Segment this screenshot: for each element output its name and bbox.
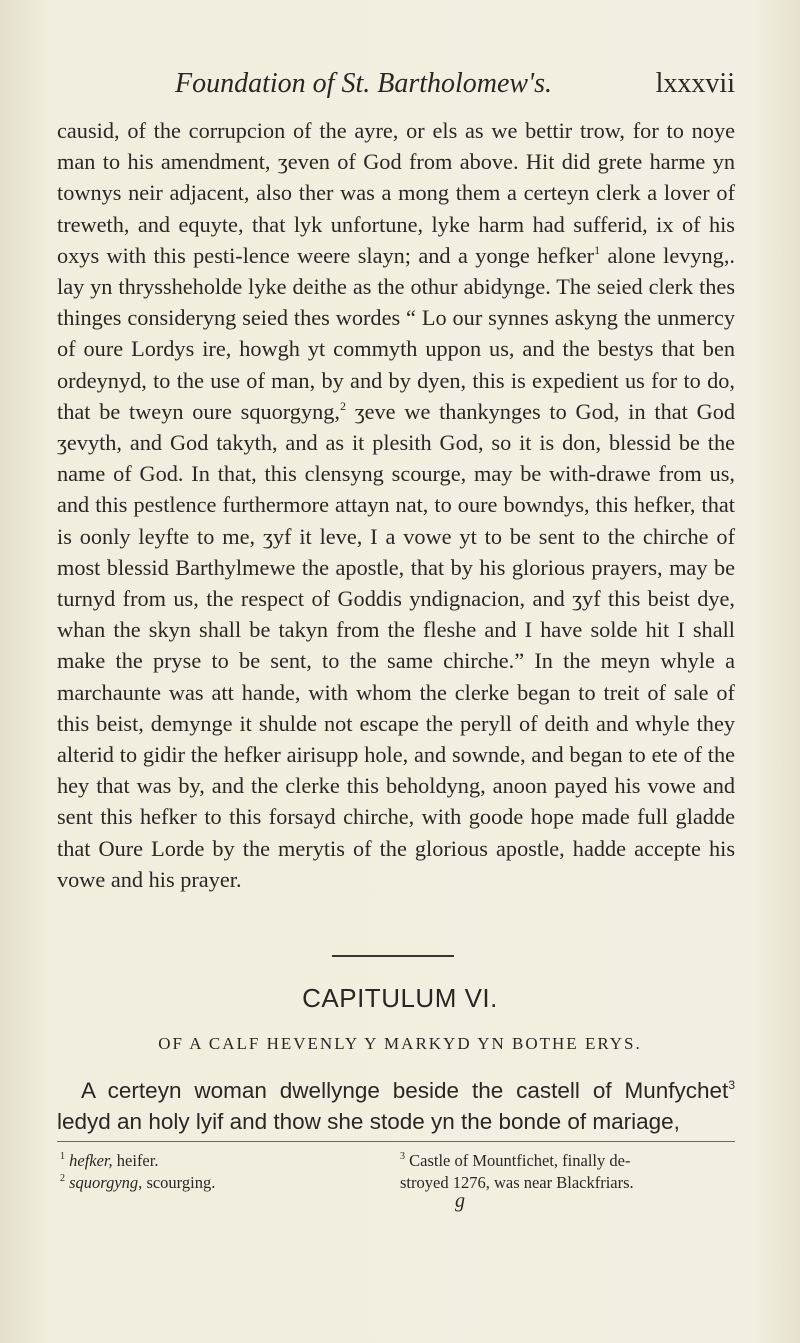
footnote-ref-3: 3 [728,1078,735,1092]
footnote-3 [400,1150,630,1172]
footnote-3-line-1: Castle of Mountfichet, finally de- [409,1151,631,1170]
footnote-1-term: hefker, [69,1151,113,1170]
chapter-heading: CAPITULUM VI. [302,983,498,1013]
chapter-text-part-2: ledyd an holy lyif and thow she stode yn the bonde of mariage, [57,1109,680,1134]
signature-mark: g [455,1190,465,1212]
running-head-title: Foundation of St. Bartholomew's. [175,68,552,99]
body-text-part-2: alone levyng,. lay yn thryssheholde lyke deithe as the othur abidynge. The seied clerk thes thinges consideryng seied thes wordes “ Lo our synnes askyng the unmercy of oure Lordys ire, howgh yt commyth uppon us, and the bestys that ben ordeynyd, to the use of man, by and by dyen, this is expedient us for to do, that be tweyn oure squorgyng, [57,242,735,424]
footnote-2-gloss: scourging. [142,1173,216,1192]
footnote-ref-1: 1 [594,242,601,257]
footnote-2 [60,1172,215,1194]
running-head [175,68,735,100]
body-text-part-1: causid, of the corrupcion of the ayre, or els as we bettir trow, for to noye man to his amendment, ʒeven of God from above. Hit did grete harme yn townys neir adjacent, also ther was a mong them a certeyn clerk a lover of treweth, and equyte, that lyk unfortune, lyke harm had sufferid, ix of his oxys with this pesti-lence weere slayn; and a yonge hefker [57,118,735,268]
footnote-ref-2: 2 [339,398,346,413]
body-paragraph-text [57,115,735,895]
page-number: lxxxvii [655,68,735,99]
footnote-2-term: squorgyng, [69,1173,143,1192]
body-text-part-3: ʒeve we thankynges to God, in that God ʒevyth, and God takyth, and as it plesith God, so it is don, blessid be the name of God. In that, this clensyng scourge, may be with-drawe from us, and this pestlence furthermore attayn nat, to oure bowndys, this hefker, that is oonly leyfte to me, ʒyf it leve, I a vowe yt to be sent to the chirche of most blessid Barthylmewe the apostle, that by his glorious prayers, may be turnyd from us, the respect of Goddis yndignacion, and ʒyf this beist dye, whan the skyn shall be takyn from the fleshe and I have solde hit I shall make the pryse to be sent, to the same chirche.” In the meyn whyle a marchaunte was att hande, with whom the clerke began to treit of sale of this beist, demynge it shulde not escape the peryll of deith and whyle they alterid to gidir the hefker airisupp hole, and sownde, and began to ete of the hey that was by, and the clerke this beholdyng, anoon payed his vowe and sent this hefker to this forsayd chirche, with goode hope made full gladde that Oure Lorde by the merytis of the glorious apostle, hadde accepte his vowe and his prayer. [57,398,735,892]
footnote-3-line-2: stroyed 1276, was near Blackfriars. [400,1173,634,1192]
chapter-subtitle: OF A CALF HEVENLY Y MARKYD YN BOTHE ERYS. [158,1034,642,1053]
body-paragraph [57,115,735,895]
footnote-1 [60,1150,158,1172]
footnote-3-number: 3 [400,1151,405,1162]
footnote-2-number: 2 [60,1173,65,1184]
footnote-divider [57,1141,735,1142]
footnote-3-continued [400,1172,634,1194]
chapter-paragraph [57,1075,735,1137]
footnote-1-gloss: heifer. [112,1151,159,1170]
section-divider [332,955,454,957]
chapter-text-part-1: A certeyn woman dwellynge beside the castell of Munfychet [81,1078,729,1103]
footnote-1-number: 1 [60,1151,65,1162]
